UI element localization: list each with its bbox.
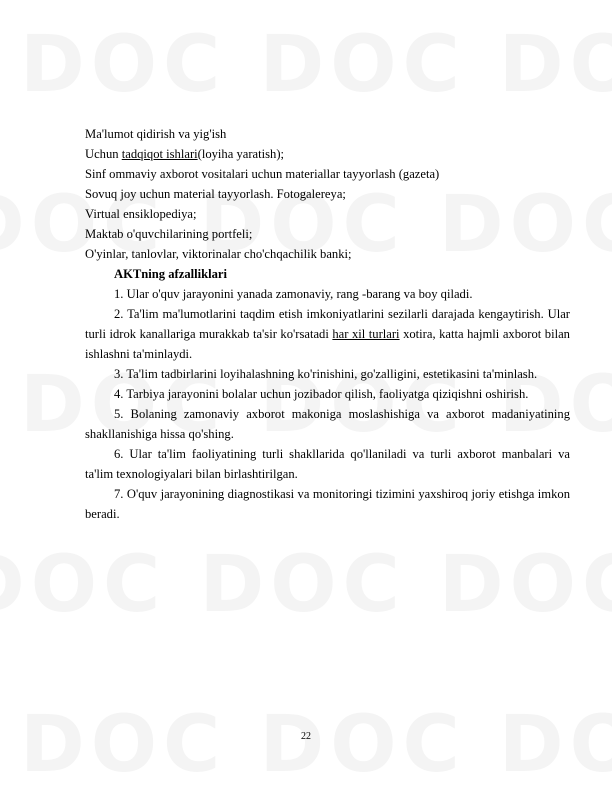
list-item: O'yinlar, tanlovlar, viktorinalar cho'chqachilik banki; <box>85 247 352 261</box>
list-item: Virtual ensiklopediya; <box>85 207 197 221</box>
paragraph: 3. Ta'lim tadbirlarini loyihalashning ko'rinishini, go'zalligini, estetikasini ta'minlash. <box>114 367 538 381</box>
list-item: Sinf ommaviy axborot vositalari uchun materiallar tayyorlash (gazeta) <box>85 167 440 181</box>
paragraph: 1. Ular o'quv jarayonini yanada zamonaviy, rang -barang va boy qiladi. <box>114 287 473 301</box>
list-item: Sovuq joy uchun material tayyorlash. Fotogalereya; <box>85 187 346 201</box>
paragraph: 7. O'quv jarayonining diagnostikasi va monitoringi tizimini yaxshiroq joriy etishga imkon beradi. <box>85 487 570 521</box>
list-item: Uchun tadqiqot ishlari(loyiha yaratish); <box>85 147 285 161</box>
types-link[interactable]: har xil turlari <box>332 327 400 341</box>
page-number: 22 <box>301 731 311 742</box>
paragraph: 6. Ular ta'lim faoliyatining turli shakllarida qo'llaniladi va turli axborot manbalari va ta'lim texnologiyalari bilan birlashtirilgan. <box>85 447 570 481</box>
paragraph: 5. Bolaning zamonaviy axborot makoniga moslashishiga va axborot madaniyatining shakllanishiga hissa qo'shing. <box>85 407 570 441</box>
paragraph: 2. Ta'lim ma'lumotlarini taqdim etish imkoniyatlarini sezilarli darajada kengaytirish. Ular turli idrok kanallariga murakkab ta'sir ko'rsatadi har xil turlari xotira, katta hajmli axborot bilan ishlashni ta'minlaydi. <box>85 307 570 361</box>
list-section <box>85 124 570 264</box>
list-item: Maktab o'quvchilarining portfeli; <box>85 227 253 241</box>
paragraph: 4. Tarbiya jarayonini bolalar uchun jozibador qilish, faoliyatga qiziqishni oshirish. <box>114 387 529 401</box>
list-item: Ma'lumot qidirish va yig'ish <box>85 127 227 141</box>
document-body <box>85 124 570 524</box>
research-link[interactable]: tadqiqot ishlari <box>121 147 198 161</box>
section-heading: AKTning afzalliklari <box>114 267 228 281</box>
